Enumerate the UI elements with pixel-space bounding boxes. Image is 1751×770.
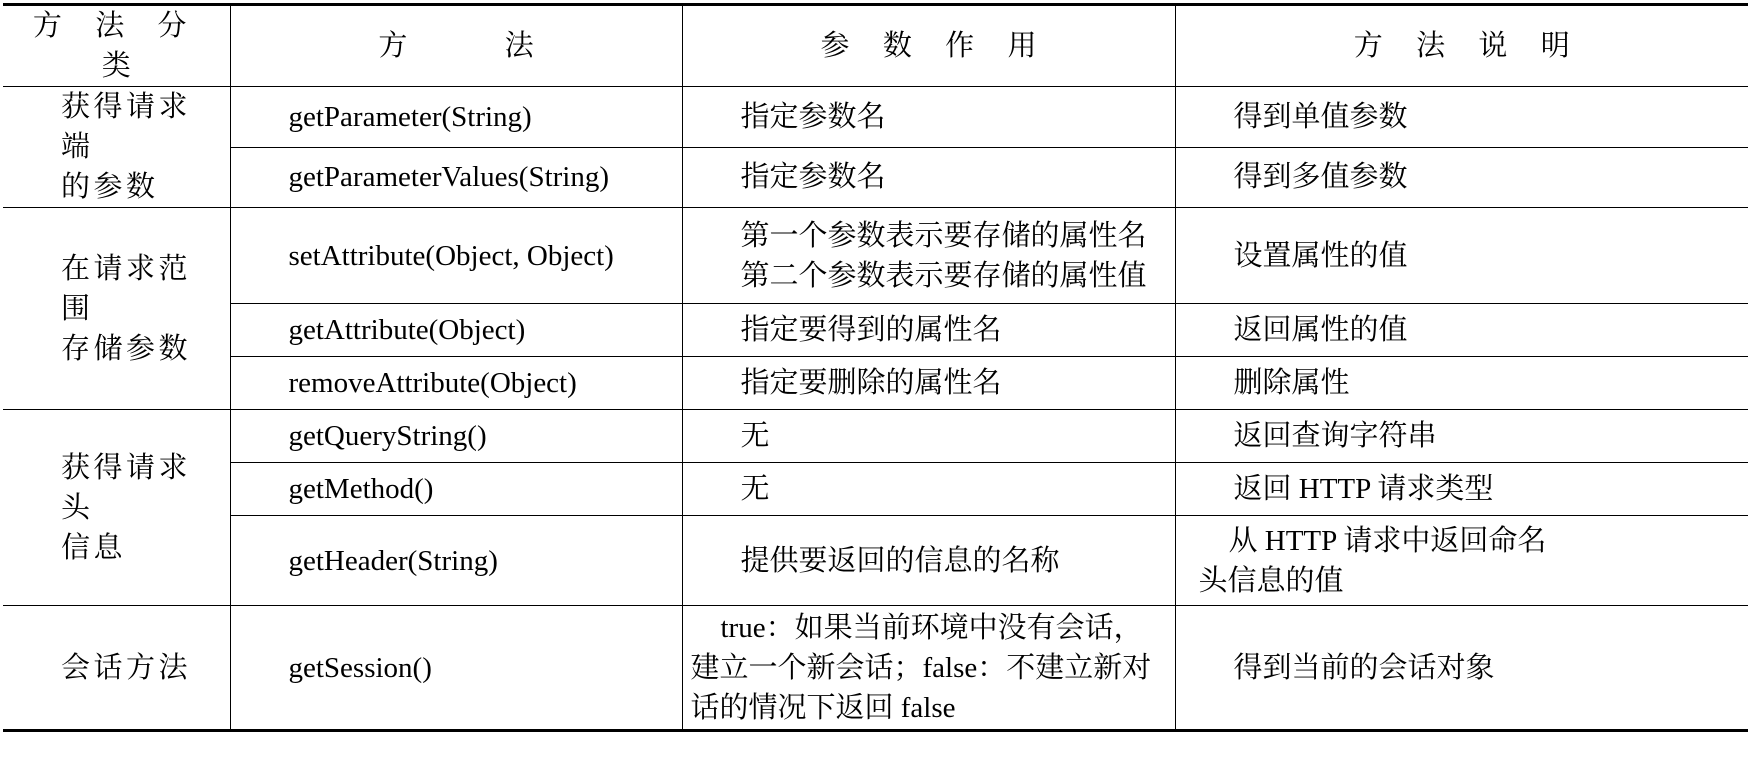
table-row [3,357,1748,410]
category-cell: 会话方法 [3,606,230,731]
desc-cell: 返回查询字符串 [1175,410,1748,463]
method-table [3,3,1748,732]
header-category: 方 法 分 类 [3,5,230,87]
table-row [3,516,1748,606]
desc-cell: 从 HTTP 请求中返回命名 头信息的值 [1175,516,1748,606]
desc-cell: 得到当前的会话对象 [1175,606,1748,731]
method-cell: setAttribute(Object, Object) [230,208,682,304]
method-cell: getParameter(String) [230,87,682,148]
param-cell: 无 [682,410,1175,463]
table-row [3,463,1748,516]
param-cell: 第一个参数表示要存储的属性名 第二个参数表示要存储的属性值 [682,208,1175,304]
method-cell: getAttribute(Object) [230,304,682,357]
category-cell: 获得请求端 的参数 [3,87,230,208]
method-cell: getParameterValues(String) [230,147,682,208]
method-cell: getHeader(String) [230,516,682,606]
desc-cell: 得到单值参数 [1175,87,1748,148]
method-cell: removeAttribute(Object) [230,357,682,410]
method-cell: getMethod() [230,463,682,516]
table-row [3,147,1748,208]
header-desc: 方 法 说 明 [1175,5,1748,87]
param-cell: 指定参数名 [682,87,1175,148]
header-row [3,5,1748,87]
category-cell: 获得请求头 信息 [3,410,230,606]
param-cell: 指定要得到的属性名 [682,304,1175,357]
header-param: 参 数 作 用 [682,5,1175,87]
desc-cell: 设置属性的值 [1175,208,1748,304]
table-row [3,410,1748,463]
method-cell: getQueryString() [230,410,682,463]
param-cell: 无 [682,463,1175,516]
table-row [3,87,1748,148]
param-cell: 指定要删除的属性名 [682,357,1175,410]
param-cell: 提供要返回的信息的名称 [682,516,1175,606]
table-row [3,208,1748,304]
desc-cell: 删除属性 [1175,357,1748,410]
param-cell: true：如果当前环境中没有会话， 建立一个新会话；false：不建立新对 话的情况下返回 false [682,606,1175,731]
header-method: 方 法 [230,5,682,87]
desc-cell: 得到多值参数 [1175,147,1748,208]
desc-cell: 返回属性的值 [1175,304,1748,357]
category-cell: 在请求范围 存储参数 [3,208,230,410]
param-cell: 指定参数名 [682,147,1175,208]
method-cell: getSession() [230,606,682,731]
table-row [3,304,1748,357]
desc-cell: 返回 HTTP 请求类型 [1175,463,1748,516]
table-row [3,606,1748,731]
